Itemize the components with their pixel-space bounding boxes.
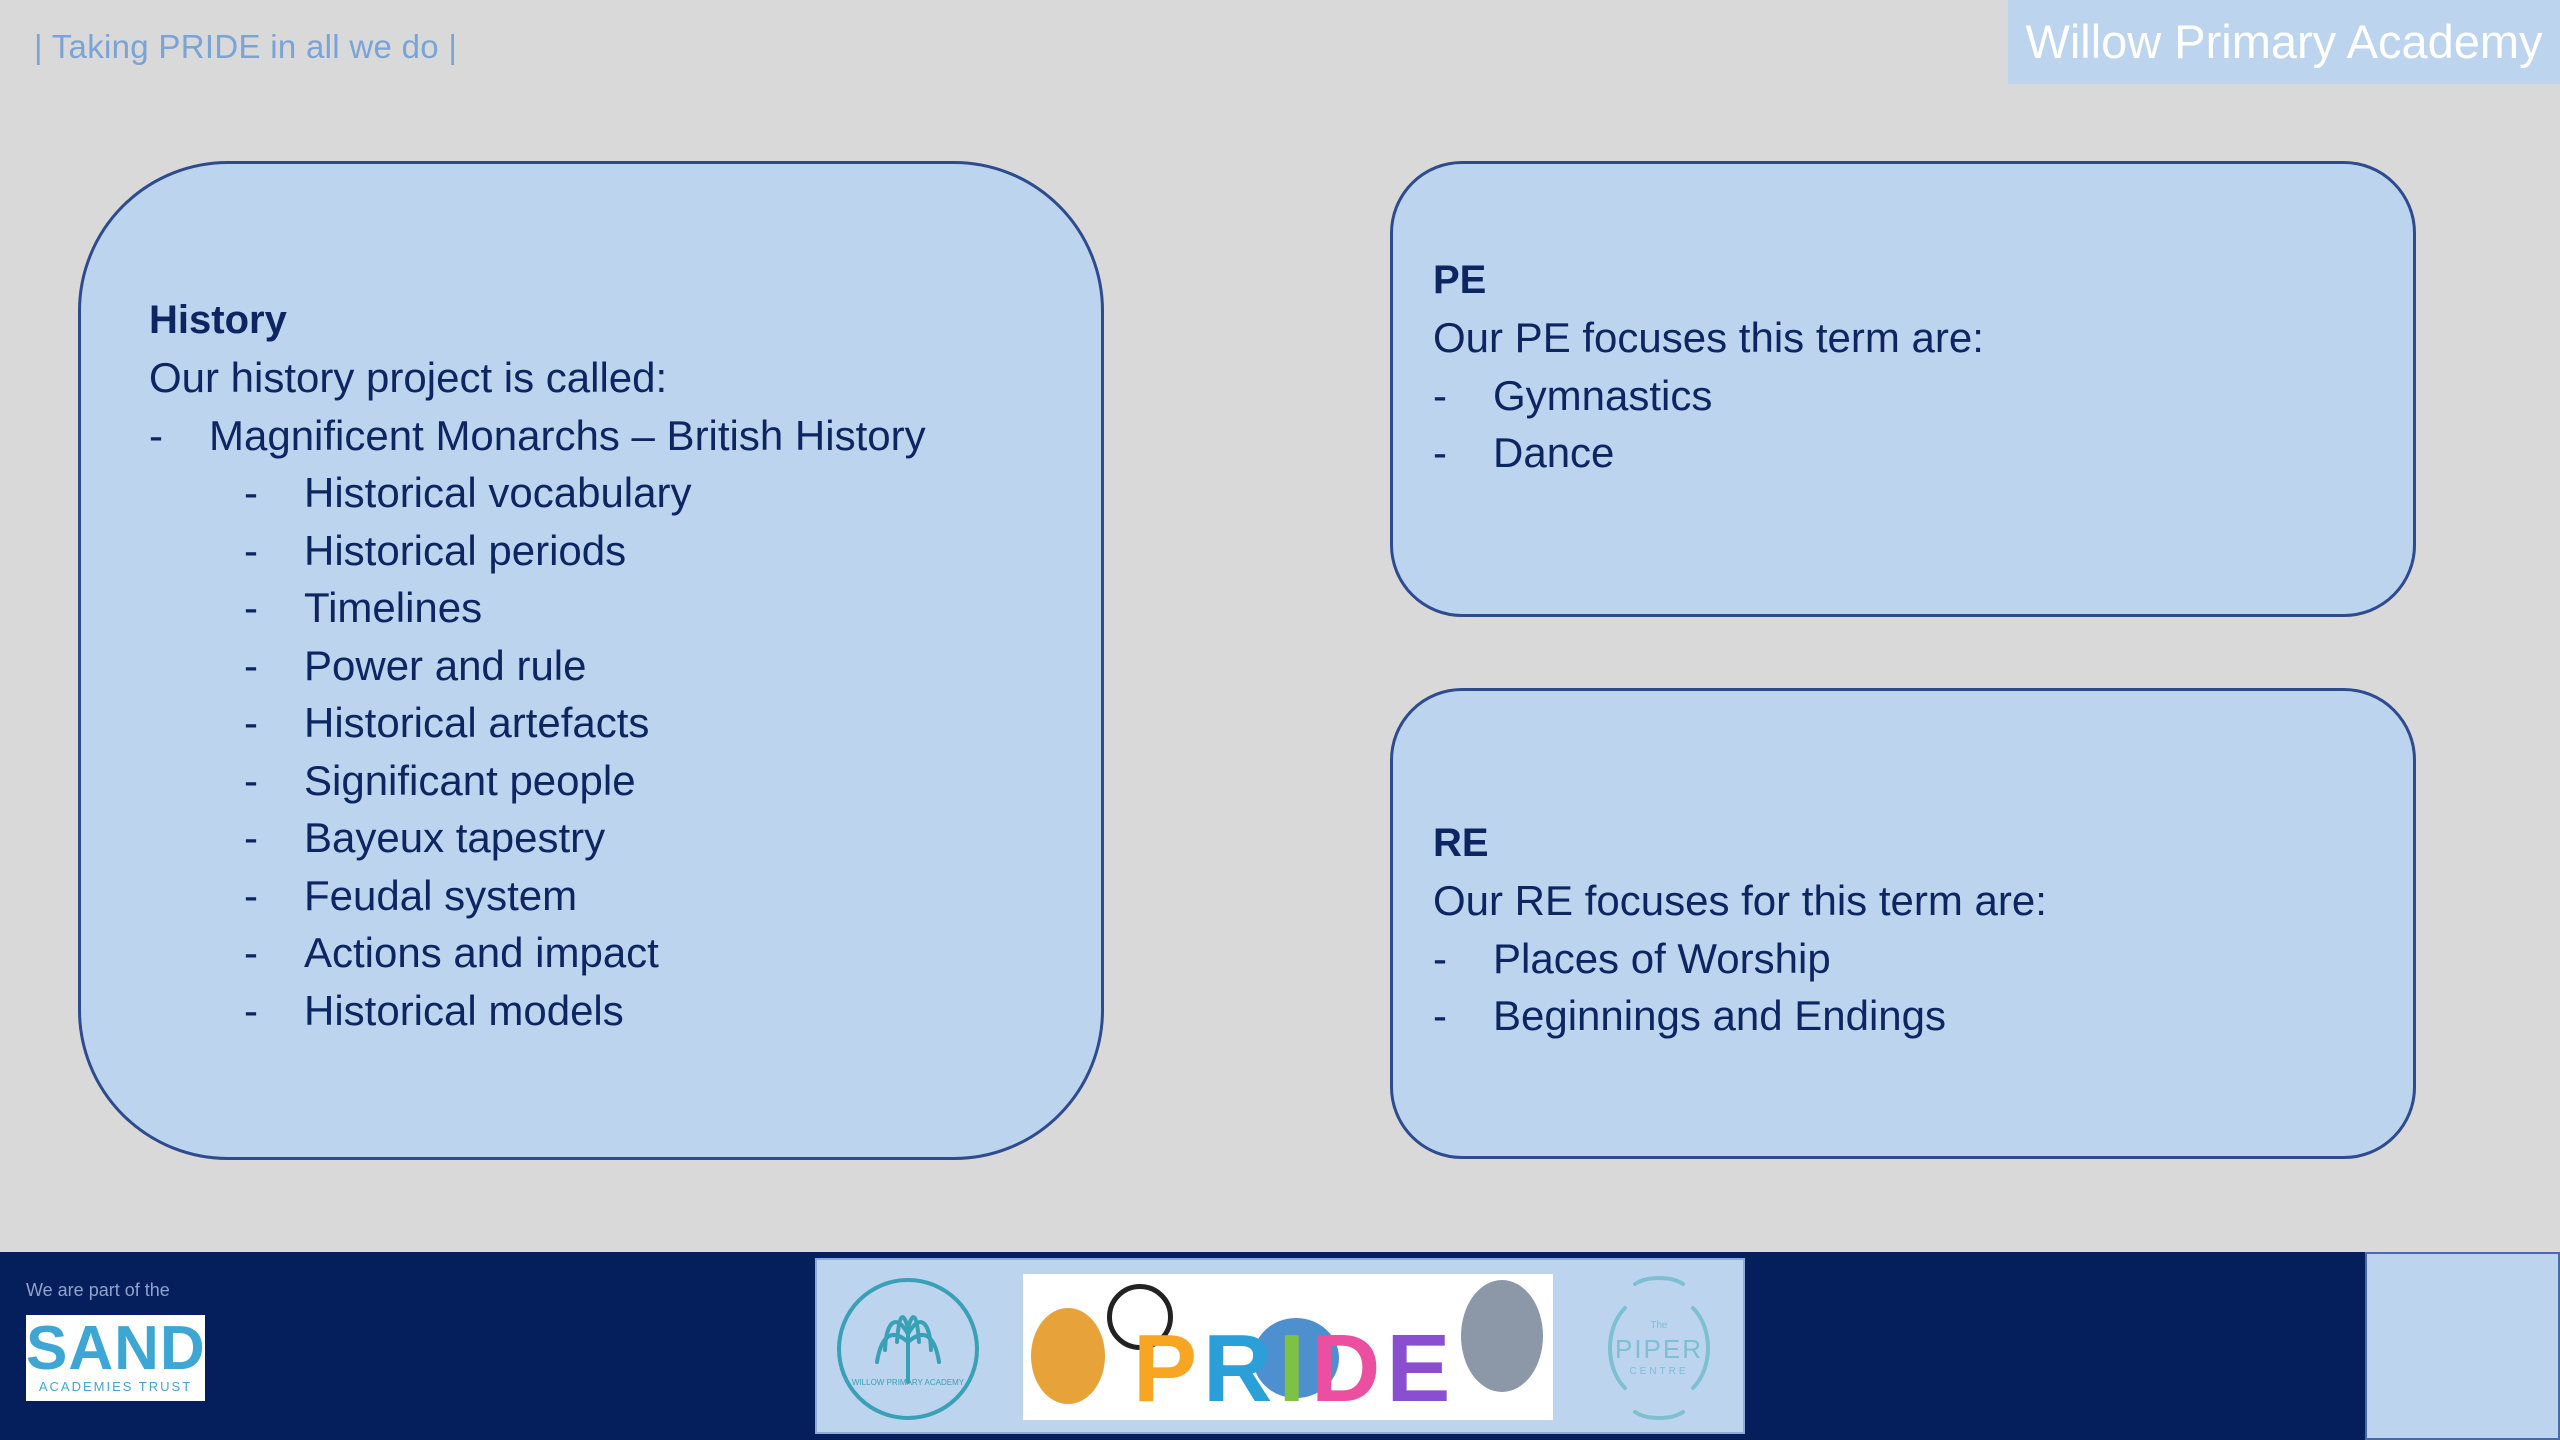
history-intro: Our history project is called:	[149, 354, 668, 401]
pride-letter: I	[1278, 1315, 1312, 1420]
re-item	[1433, 930, 2413, 988]
history-topic-text: Historical periods	[304, 526, 627, 574]
bullet-dash: -	[244, 756, 258, 804]
bullet-dash: -	[244, 469, 258, 516]
history-topic-text: Power and rule	[304, 641, 587, 689]
pe-title: PE	[1433, 258, 1487, 302]
history-title: History	[149, 298, 287, 342]
history-topic	[149, 752, 1101, 810]
history-topic	[149, 579, 1101, 637]
piper-the: The	[1650, 1320, 1668, 1331]
footer-corner-box	[2365, 1252, 2560, 1440]
pride-letter: D	[1311, 1315, 1387, 1420]
re-item-text: Beginnings and Endings	[1493, 992, 1947, 1039]
bullet-dash: -	[244, 871, 258, 919]
history-topic-text: Bayeux tapestry	[304, 814, 606, 861]
bullet-dash: -	[1433, 429, 1447, 476]
re-title: RE	[1433, 821, 1489, 865]
pride-mascots-image	[1023, 1274, 1553, 1420]
history-topic-text: Historical models	[304, 986, 624, 1034]
bullet-dash: -	[244, 526, 258, 574]
pride-letter: E	[1386, 1315, 1457, 1420]
piper-centre-word: CENTRE	[1629, 1366, 1689, 1377]
piper-word: PIPER	[1614, 1334, 1704, 1364]
history-panel	[78, 161, 1104, 1160]
bullet-dash: -	[244, 699, 258, 746]
history-topic	[149, 924, 1101, 982]
history-project: Magnificent Monarchs – British History	[209, 411, 926, 459]
history-topic-text: Historical vocabulary	[304, 469, 692, 516]
history-topic	[149, 694, 1101, 752]
history-topic	[149, 982, 1101, 1040]
bullet-dash: -	[1433, 992, 1447, 1039]
bullet-dash: -	[1433, 934, 1447, 982]
pe-item-text: Gymnastics	[1493, 371, 1713, 419]
history-topic-text: Significant people	[304, 756, 636, 804]
bullet-dash: -	[244, 641, 258, 689]
bullet-dash: -	[149, 411, 163, 459]
re-item	[1433, 987, 2413, 1045]
bullet-dash: -	[244, 986, 258, 1034]
sand-logo-subtitle: ACADEMIES TRUST	[38, 1379, 193, 1394]
history-topic	[149, 637, 1101, 695]
bullet-dash: -	[1433, 371, 1447, 419]
sand-trust-logo	[26, 1315, 205, 1401]
history-topic-text: Timelines	[304, 584, 483, 631]
re-item-text: Places of Worship	[1493, 934, 1831, 982]
bullet-dash: -	[244, 584, 258, 631]
history-topic-text: Actions and impact	[304, 929, 659, 976]
trust-caption: We are part of the	[26, 1280, 170, 1300]
school-name: Willow Primary Academy	[2008, 0, 2560, 84]
history-topic	[149, 464, 1101, 522]
re-panel	[1390, 688, 2416, 1159]
elephant-mascot-icon	[1461, 1280, 1543, 1392]
piper-centre-logo	[1585, 1268, 1733, 1426]
history-topic	[149, 522, 1101, 580]
history-project-item	[149, 407, 1101, 465]
pe-panel	[1390, 161, 2416, 617]
footer-bar	[0, 1252, 2560, 1440]
history-topic	[149, 867, 1101, 925]
pe-intro: Our PE focuses this term are:	[1433, 314, 1984, 361]
lion-mascot-icon	[1031, 1308, 1105, 1404]
re-intro: Our RE focuses for this term are:	[1433, 877, 2047, 924]
pe-item	[1433, 367, 2413, 425]
pride-word	[1133, 1314, 1456, 1420]
pride-banner	[815, 1258, 1745, 1434]
sand-logo-word: SAND	[26, 1314, 206, 1383]
tagline: | Taking PRIDE in all we do |	[34, 28, 458, 65]
crest-text: WILLOW PRIMARY ACADEMY	[851, 1378, 965, 1387]
pride-letter: P	[1133, 1315, 1204, 1420]
pe-item	[1433, 424, 2413, 482]
pride-letter: R	[1203, 1315, 1279, 1420]
willow-tree-icon	[841, 1282, 975, 1416]
history-topic-text: Historical artefacts	[304, 699, 650, 746]
history-topic	[149, 809, 1101, 867]
history-topic-text: Feudal system	[304, 871, 578, 919]
pe-item-text: Dance	[1493, 429, 1615, 476]
bullet-dash: -	[244, 814, 258, 861]
willow-crest-logo	[837, 1278, 979, 1420]
bullet-dash: -	[244, 929, 258, 976]
